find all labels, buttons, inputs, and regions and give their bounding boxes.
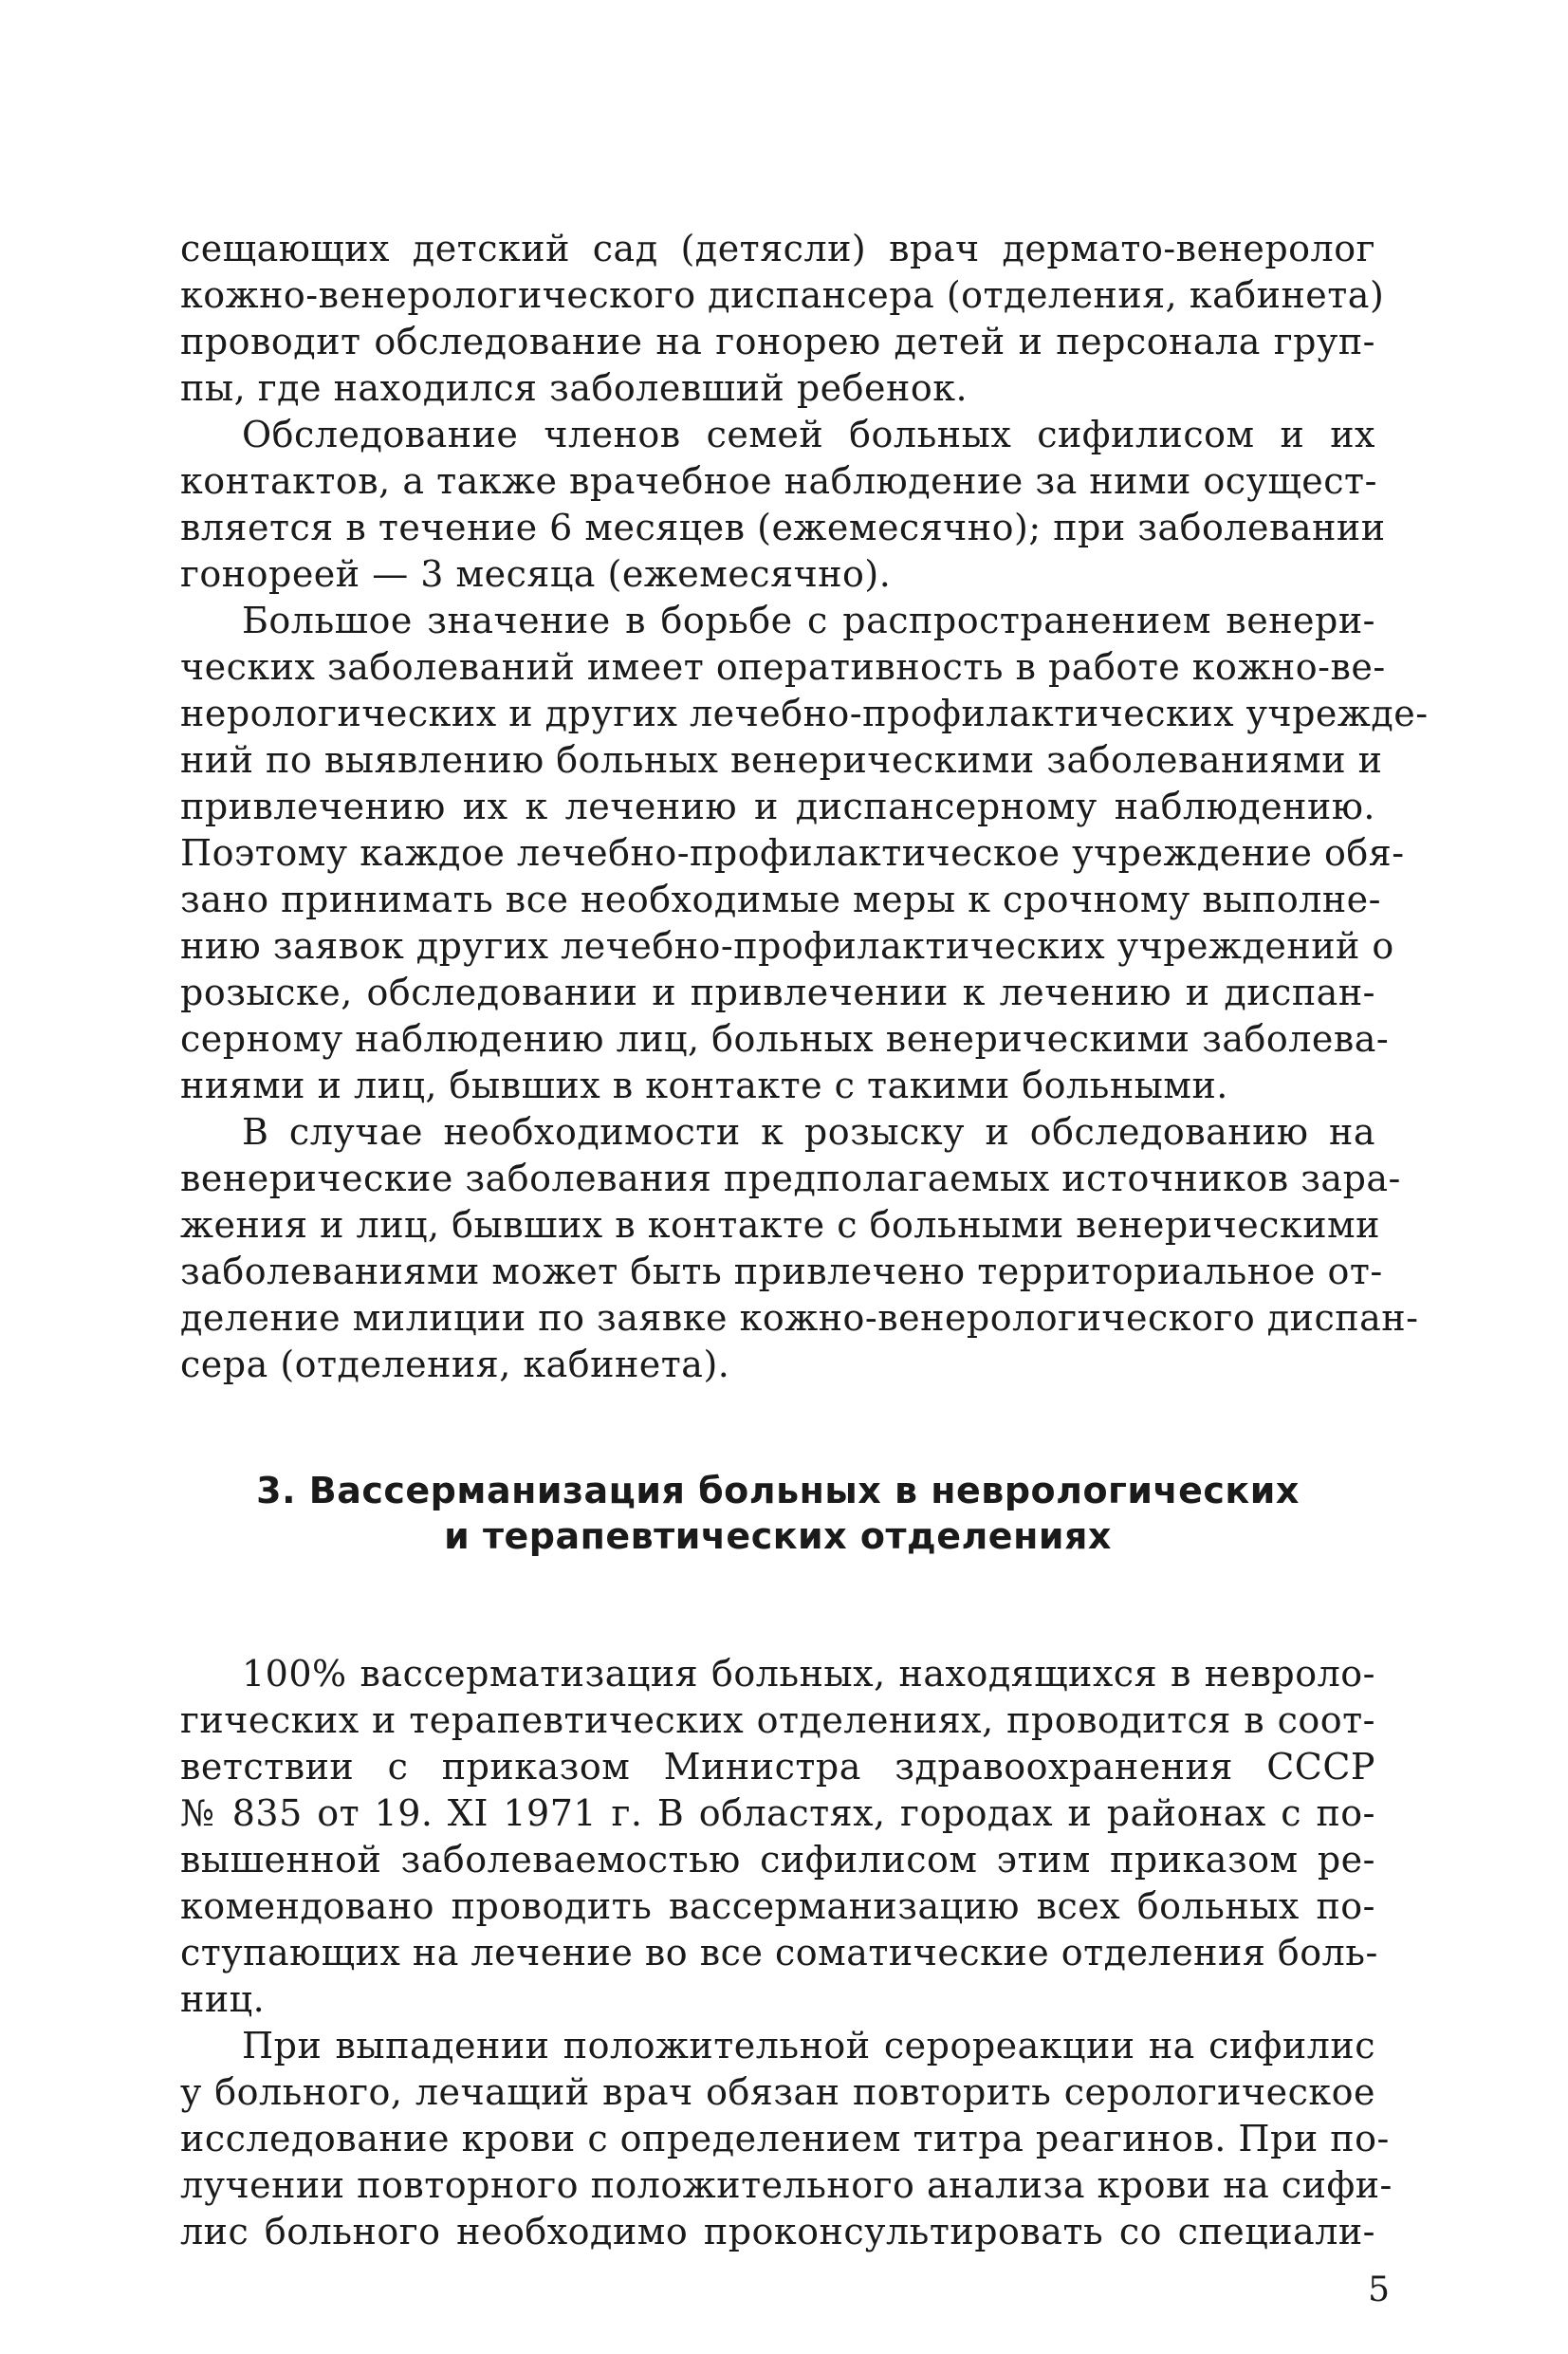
paragraph-2-line-4: гонореей — 3 месяца (ежемесячно).	[180, 553, 892, 595]
section-paragraph-1-line-7: ступающих на лечение во все соматические отделения боль-	[180, 1932, 1378, 1974]
paragraph-3-line-6: Поэтому каждое лечебно-профилактическое учреждение обя-	[180, 832, 1405, 874]
paragraph-4-line-1: В случае необходимости к розыску и обследованию на	[242, 1111, 1375, 1153]
section-paragraph-2-line-2: у больного, лечащий врач обязан повторить серологическое	[180, 2071, 1375, 2113]
section-paragraph-1-line-3: ветствии с приказом Министра здравоохранения СССР	[180, 1746, 1375, 1788]
section-paragraph-2-line-4: лучении повторного положительного анализа крови на сифи-	[180, 2164, 1393, 2206]
paragraph-3-line-9: розыске, обследовании и привлечении к лечению и диспан-	[180, 972, 1375, 1013]
section-paragraph-1-line-6: комендовано проводить вассерманизацию всех больных по-	[180, 1885, 1375, 1927]
paragraph-3-line-10: серному наблюдению лиц, больных венерическими заболева-	[180, 1018, 1390, 1060]
section-paragraph-2-line-1: При выпадении положительной серореакции на сифилис	[242, 2025, 1375, 2067]
section-heading-line-1: 3. Вассерманизация больных в неврологических	[256, 1470, 1300, 1511]
paragraph-2-line-1: Обследование членов семей больных сифилисом и их	[242, 414, 1375, 455]
paragraph-3-line-7: зано принимать все необходимые меры к срочному выполне-	[180, 879, 1381, 920]
section-paragraph-2-line-3: исследование крови с определением титра реагинов. При по-	[180, 2118, 1390, 2159]
section-paragraph-1-line-1: 100% вассерматизация больных, находящихся в невроло-	[242, 1653, 1375, 1695]
section-paragraph-1-line-5: вышенной заболеваемостью сифилисом этим приказом ре-	[180, 1839, 1375, 1881]
paragraph-4-line-4: заболеваниями может быть привлечено территориальное от-	[180, 1251, 1383, 1292]
section-paragraph-1-line-2: гических и терапевтических отделениях, проводится в соот-	[180, 1699, 1375, 1741]
paragraph-3-line-3: нерологических и других лечебно-профилактических учрежде-	[180, 693, 1429, 734]
paragraph-4-line-6: сера (отделения, кабинета).	[180, 1344, 730, 1385]
paragraph-1-line-3: проводит обследование на гонорею детей и персонала груп-	[180, 321, 1375, 362]
paragraph-3-line-2: ческих заболеваний имеет оперативность в работе кожно-ве-	[180, 646, 1386, 688]
section-paragraph-1-line-8: ниц.	[180, 1978, 266, 2020]
paragraph-3-line-4: ний по выявлению больных венерическими заболеваниями и	[180, 739, 1383, 781]
paragraph-1-line-4: пы, где находился заболевший ребенок.	[180, 367, 968, 409]
paragraph-4-line-5: деление милиции по заявке кожно-венерологического диспан-	[180, 1297, 1419, 1339]
paragraph-4-line-2: венерические заболевания предполагаемых источников зара-	[180, 1158, 1401, 1199]
section-paragraph-2-line-5: лис больного необходимо проконсультировать со специали-	[180, 2211, 1375, 2252]
section-heading-line-2: и терапевтических отделениях	[444, 1515, 1112, 1557]
page-number: 5	[1368, 2271, 1390, 2309]
section-paragraph-1-line-4: № 835 от 19. XI 1971 г. В областях, городах и районах с по-	[180, 1792, 1375, 1834]
paragraph-1-line-1: сещающих детский сад (детясли) врач дермато-венеролог	[180, 228, 1375, 269]
paragraph-3-line-1: Большое значение в борьбе с распространением венери-	[242, 600, 1375, 641]
paragraph-2-line-2: контактов, а также врачебное наблюдение за ними осущест-	[180, 460, 1377, 502]
paragraph-4-line-3: жения и лиц, бывших в контакте с больными венерическими	[180, 1204, 1380, 1246]
paragraph-1-line-2: кожно-венерологического диспансера (отделения, кабинета)	[180, 274, 1385, 316]
paragraph-2-line-3: вляется в течение 6 месяцев (ежемесячно); при заболевании	[180, 507, 1386, 548]
paragraph-3-line-11: ниями и лиц, бывших в контакте с такими больными.	[180, 1065, 1228, 1106]
paragraph-3-line-8: нию заявок других лечебно-профилактических учреждений о	[180, 925, 1394, 967]
paragraph-3-line-5: привлечению их к лечению и диспансерному наблюдению.	[180, 786, 1375, 827]
